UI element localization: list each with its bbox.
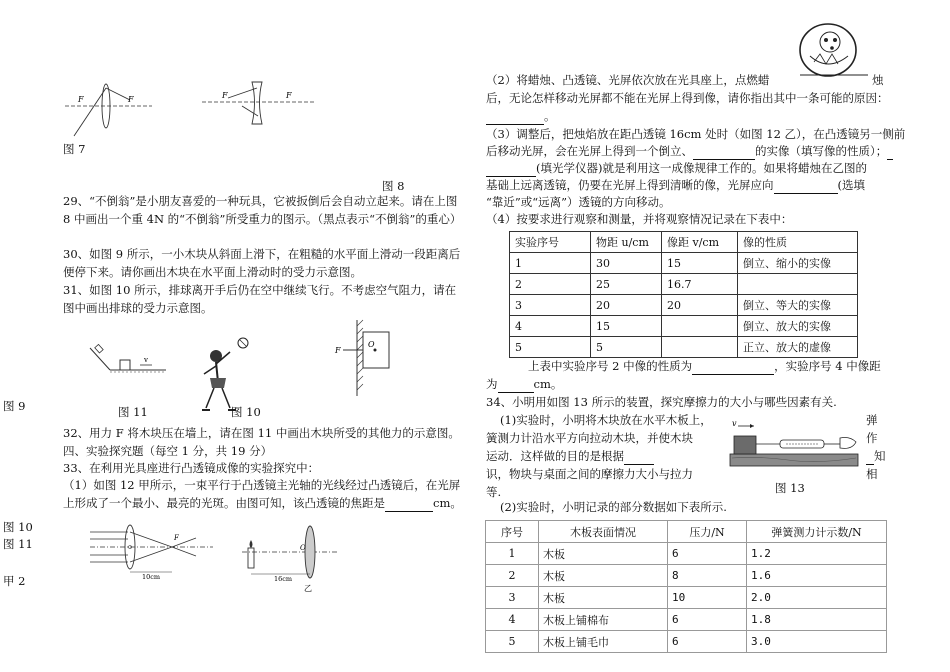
answer-blank-direction[interactable] [774,181,838,194]
fig9-incline-diagram [88,340,168,376]
side-label-fig9: 图 9 [3,399,26,413]
table-row: 2 25 16.7 [510,274,858,295]
fig12-yi-candle-lens-diagram [238,520,348,592]
fig10-volleyball-player-drawing [188,334,258,414]
question-33-3-line3: (填光学仪器)就是利用这一成像规律工作的。如果将蜡烛在乙图的 [486,160,867,177]
side-label-fig11: 图 11 [3,537,33,551]
after-table1-line2: 为 cm。 [486,377,563,391]
answer-blank-principle[interactable] [624,452,654,465]
q34-side-char-1: 弹 [866,413,878,427]
fig12-label-10cm: 10cm [142,573,161,581]
svg-text:F: F [286,91,292,100]
question-33-1: （1）如图 12 甲所示，一束平行于凸透镜主光轴的光线经过凸透镜后，在光屏上形成了一个最小、最亮的光斑。由图可知，该凸透镜的焦距是 cm。 [63,477,466,512]
table-row: 5 木板上铺毛巾 6 3.0 [486,631,887,653]
fig11-caption: 图 11 [118,405,148,419]
fig8-tumbler-toy-drawing [790,18,870,80]
table-row: 5 5 正立、放大的虚像 [510,337,858,358]
svg-text:F: F [78,95,84,104]
table-row: 4 木板上铺棉布 6 1.8 [486,609,887,631]
q34-side-char-2: 作 [866,431,878,445]
answer-blank-image-nature[interactable] [692,362,774,375]
side-label-jia2: 甲 2 [3,574,26,588]
section-4-heading: 四、实验探究题（每空 1 分，共 19 分） [63,444,273,458]
table-row: 2 木板 8 1.6 [486,565,887,587]
question-32: 32、用力 F 将木块压在墙上，请在图 11 中画出木块所受的其他力的示意图。 [63,426,460,440]
fig7-caption: 图 7 [63,142,86,156]
table-row: 1 30 15 倒立、缩小的实像 [510,253,858,274]
svg-text:F: F [174,534,179,542]
fig13-label-v: v [732,419,737,428]
question-34-1-line1: (1)实验时，小明将木块放在水平木板上， [500,413,712,427]
fig8-caption: 图 8 [382,179,405,193]
question-33-4: （4）按要求进行观察和测量，并将观察情况记录在下表中： [486,212,793,226]
fig7-convex-lens-diagram [60,80,160,140]
table-header-row: 实验序号 物距 u/cm 像距 v/cm 像的性质 [510,232,858,253]
question-34: 34、小明用如图 13 所示的装置，探究摩擦力的大小与哪些因素有关. [486,395,837,409]
q34-side-char-4: 相 [866,467,878,481]
question-33-2-line2: 后，无论怎样移动光屏都不能在光屏上得到像，请你指出其中一条可能的原因： [486,91,889,105]
svg-text:O: O [300,544,306,552]
table-row: 3 20 20 倒立、等大的实像 [510,295,858,316]
question-33-3-line5: “靠近”或“远离”）透镜的方向移动。 [486,195,671,209]
table-header-row: 序号 木板表面情况 压力/N 弹簧测力计示数/N [486,521,887,543]
question-34-1-line2: 簧测力计沿水平方向拉动木块，并使木块 [486,431,693,445]
svg-text:F: F [128,95,134,104]
question-31: 31、如图 10 所示，排球离开手后仍在空中继续飞行。不考虑空气阻力，请在图中画出排球的受力示意图。 [63,283,457,315]
fig7-concave-lens-diagram [200,80,320,140]
side-label-fig10: 图 10 [3,520,33,534]
fig13-caption: 图 13 [775,481,805,495]
fig12-label-yi: 乙 [304,584,312,593]
question-34-1-line4: 识，物块与桌面之间的摩擦力大小与拉力 [486,467,693,481]
table-row: 3 木板 10 2.0 [486,587,887,609]
imaging-results-table [509,231,858,358]
question-33: 33、在利用光具座进行凸透镜成像的实验探究中： [63,461,320,475]
question-33-3-line1: （3）调整后，把烛焰放在距凸透镜 16cm 处时（如图 12 乙），在凸透镜另一侧前 [486,127,906,141]
question-34-1-line5: 等. [486,485,502,499]
fig12-jia-focal-diagram [88,520,218,582]
answer-blank-image-distance[interactable] [498,380,534,393]
q34-side-char-3: 知 [866,448,886,465]
table-row: 4 15 倒立、放大的实像 [510,316,858,337]
fig13-friction-apparatus-drawing [728,414,862,474]
answer-blank-focal-length[interactable] [385,499,433,512]
friction-data-table [485,520,887,653]
fig12-label-16cm: 16cm [274,575,293,583]
question-29: 29、“不倒翁”是小朋友喜爱的一种玩具，它被扳倒后会自动立起来。请在上图 8 中画出一个重 4N 的“不倒翁”所受重力的图示。（黑点表示“不倒翁”的重心） [63,194,462,226]
fig11-label-F: F [335,346,341,355]
answer-blank-reason[interactable] [486,112,544,125]
question-33-3-line4: 基础上远离透镜，仍要在光屏上得到清晰的像，光屏应向 (选填 [486,178,865,192]
answer-blank-image-type[interactable] [693,147,755,160]
after-table1-line1: 上表中实验序号 2 中像的性质为 ，实验序号 4 中像距 [528,359,881,373]
svg-text:F: F [222,91,228,100]
question-34-2: (2)实验时，小明记录的部分数据如下表所示. [500,500,727,514]
question-33-2-line1: （2）将蜡烛、凸透镜、光屏依次放在光具座上，点燃蜡 [486,73,770,87]
question-33-3-line2: 后移动光屏，会在光屏上得到一个倒立、 的实像（填写像的性质）； [486,143,893,160]
question-33-2-line3: 。 [486,108,556,125]
answer-blank-instrument[interactable] [486,164,536,177]
question-33-2-line1-end: 烛 [872,73,884,87]
question-34-1-line3: 运动．这样做的目的是根据 [486,448,654,465]
table-row: 1 木板 6 1.2 [486,543,887,565]
fig11-block-wall-diagram [333,318,393,398]
fig10-caption: 图 10 [231,405,261,419]
svg-text:v: v [144,356,148,364]
question-30: 30、如图 9 所示，一小木块从斜面上滑下，在粗糙的水平面上滑动一段距离后便停下来。请你画出木块在水平面上滑动时的受力示意图。 [63,247,461,279]
fig11-label-O: O [368,340,375,349]
